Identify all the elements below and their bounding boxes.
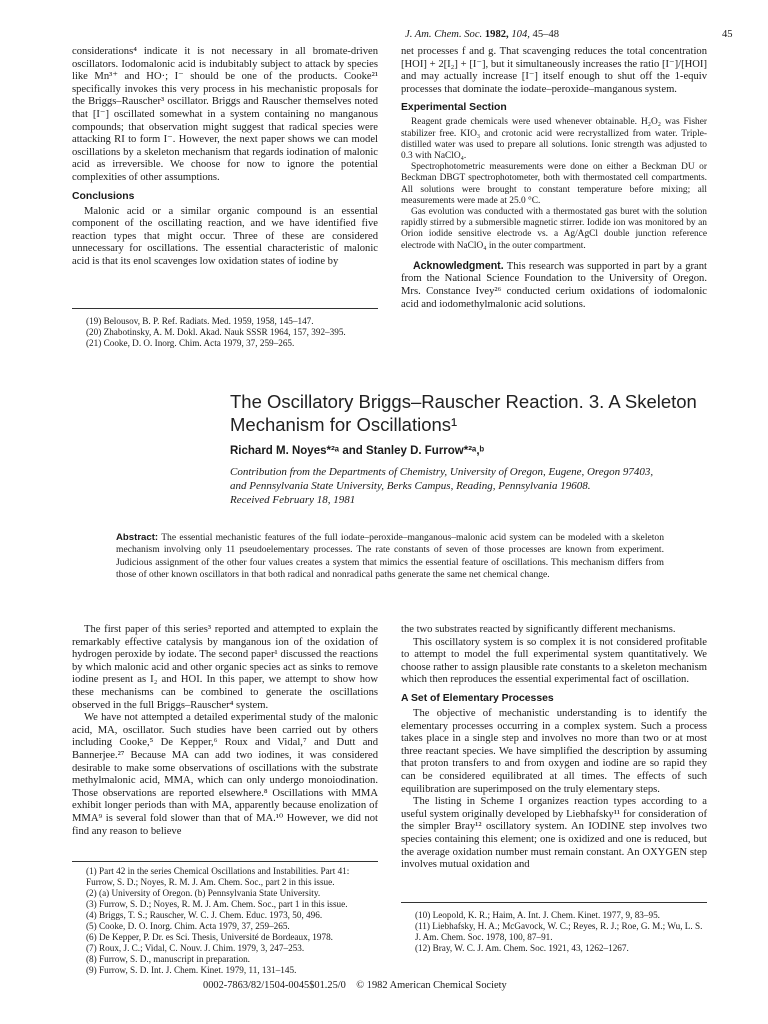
ack-heading: Acknowledgment. [413, 259, 504, 272]
running-header [405, 29, 685, 40]
body-paragraph: The listing in Scheme I organizes reaction types according to a useful system originally developed by Liebhafsky¹¹ for consideration of the simpler Bray¹² oscillatory system. An IODINE step involves two species containing this element; one is oxidized and one is reduced, but the average oxidation number must remain constant. An OXYGEN step involves mutual oxidation and [401, 796, 707, 871]
footnote: (11) Liebhafsky, H. A.; McGavock, W. C.; Reyes, R. J.; Roe, G. M.; Wu, L. S. J. Am. Chem. Soc. 1978, 100, 87–91. [415, 921, 703, 942]
page-number: 45 [722, 29, 733, 40]
right-footnotes [415, 910, 707, 954]
footnote: (5) Cooke, D. O. Inorg. Chim. Acta 1979, 37, 259–265. [86, 921, 290, 931]
prev-footnote-rule [72, 308, 378, 309]
body-paragraph: The objective of mechanistic understanding is to identify the elementary processes occurring in a complex system. Such a process takes place in a single step and involves no more than two or at most three reactant species. We have simplified the description by assuming that proton transfers to and from oxygen and iodine are so rapid they can be considered equilibrated at all times. The effects of such equilibration are superimposed on the truly elementary steps. [401, 707, 707, 795]
footnote: (12) Bray, W. C. J. Am. Chem. Soc. 1921, 43, 1262–1267. [415, 943, 629, 953]
abstract [116, 532, 664, 582]
prev-right-paragraph: net processes f and g. That scavenging reduces the total concentration [HOI] + 2[I₂] + [I⁻], but it simultaneously increases the ratio [I⁻]/[HOI] and may actually increase [I⁻] itself enough to shut off the 1-equiv processes that dominate the iodate–peroxide–manganous system. [401, 46, 707, 95]
footnote: (10) Leopold, K. R.; Haim, A. Int. J. Chem. Kinet. 1977, 9, 83–95. [415, 910, 660, 920]
journal-volume: 104, [511, 29, 530, 40]
affiliation-line: Contribution from the Departments of Chemistry, University of Oregon, Eugene, Oregon 97403, [230, 466, 654, 478]
footnote: (4) Briggs, T. S.; Rauscher, W. C. J. Chem. Educ. 1973, 50, 496. [86, 910, 323, 920]
journal-year: 1982, [484, 29, 509, 40]
elementary-processes-heading: A Set of Elementary Processes [401, 692, 554, 704]
footnote: (7) Roux, J. C.; Vidal, C. Nouv. J. Chim. 1979, 3, 247–253. [86, 943, 305, 953]
authors: Richard M. Noyes*²ᵃ and Stanley D. Furrow*²ᵃ,ᵇ [230, 445, 485, 457]
title-line: Mechanism for Oscillations¹ [230, 414, 458, 435]
prev-left-paragraph: considerations⁴ indicate it is not necessary in all bromate-driven oscillators. Iodomalonic acid is indubitably subject to attack by species like Mn³⁺ and HO·; I⁻ should be one of the products. Cooke²¹ specifically invokes this very process in his mechanistic proposals for the Briggs–Rauscher³ oscillator. Briggs and Rauscher themselves noted that [I⁻] oscillated somewhat in a system containing no manganous compounds; that observation might suggest that radical species were attacking RI to form I⁻. However, the next paper shows we can model oscillations by a skeleton mechanism that regards iodination of malonic acid as irreversible. We choose for now to ignore the potential complexities of other assumptions. [72, 46, 378, 183]
article-title [230, 390, 730, 436]
footnote: (1) Part 42 in the series Chemical Oscillations and Instabilities. Part 41: Furrow, S. D.; Noyes, R. M. J. Am. Chem. Soc., part 2 in this issue. [86, 866, 350, 887]
footnote: (2) (a) University of Oregon. (b) Pennsylvania State University. [86, 888, 321, 898]
footnote: (3) Furrow, S. D.; Noyes, R. M. J. Am. Chem. Soc., part 1 in this issue. [86, 899, 348, 909]
conclusions-heading: Conclusions [72, 190, 135, 202]
title-line: The Oscillatory Briggs–Rauscher Reaction. 3. A Skeleton [230, 391, 697, 412]
affiliation-line: and Pennsylvania State University, Berks Campus, Reading, Pennsylvania 19608. [230, 480, 591, 492]
footer-copyright: © 1982 American Chemical Society [356, 980, 507, 991]
page-footer [203, 980, 507, 991]
experimental-paragraph: Gas evolution was conducted with a thermostated gas buret with the solution rapidly stirred by a submersible magnetic stirrer. Iodide ion was monitored by an Orion iodide sensitive electrode vs. a Ag/AgCl double junction reference electrode with NaClO₄ in the outer compartment. [401, 207, 707, 251]
abstract-label: Abstract: [116, 532, 159, 543]
footnote: (8) Furrow, S. D., manuscript in preparation. [86, 954, 250, 964]
conclusions-text: Malonic acid or a similar organic compound is an essential component of the oscillating reaction, and we have identified five reaction types that might occur. Three of these are considered unnecessary for oscillations. The essential characteristic of malonic acid is that its enol scavenges low oxidation states of iodine by [72, 205, 378, 267]
experimental-section [401, 117, 707, 251]
footnote: (9) Furrow, S. D. Int. J. Chem. Kinet. 1979, 11, 131–145. [86, 965, 297, 975]
right-footnote-rule [401, 902, 707, 903]
journal-pages: 45–48 [532, 29, 560, 40]
footnote: (21) Cooke, D. O. Inorg. Chim. Acta 1979, 37, 259–265. [86, 338, 295, 348]
body-paragraph: The first paper of this series³ reported and attempted to explain the remarkably effective catalysis by manganous ion of the oxidation of hydrogen peroxide by iodate. The second paper¹ discussed the reactions by which malonic acid and other organic species act as sinks to remove iodine present as I₂ and HOI. In this paper, we attempt to show how these mechanisms can be combined to generate the oscillations observed in the full Briggs–Rauscher⁴ system. [72, 624, 378, 711]
received-date: Received February 18, 1981 [230, 494, 356, 506]
left-footnotes [86, 866, 378, 976]
body-paragraph: This oscillatory system is so complex it is not considered profitable to attempt to model the full experimental system quantitatively. We choose rather to assign plausible rate constants to a skeleton mechanism which then reproduces the essential experimental fact of oscillation. [401, 636, 707, 686]
footnote: (20) Zhabotinsky, A. M. Dokl. Akad. Nauk SSSR 1964, 157, 392–395. [86, 327, 346, 337]
ack-text: This research was supported in part by a grant from the National Science Foundation to the University of Oregon. Mrs. Constance Ivey²⁶ conducted cerium oxidations of iodomalonic acid and iodomethylmalonic acid solutions. [401, 260, 707, 310]
experimental-paragraph: Spectrophotometric measurements were done on either a Beckman DU or Beckman DBGT spectrophotometer, both with thermostated cell compartments. All solutions were brought to constant temperature before mixing; all measurements were made at 25.0 °C. [401, 162, 707, 206]
footnote: (6) De Kepper, P. Dr. es Sci. Thesis, Université de Bordeaux, 1978. [86, 932, 333, 942]
footer-code: 0002-7863/82/1504-0045$01.25/0 [203, 980, 346, 991]
article-left-column [72, 624, 378, 838]
affiliation [230, 465, 750, 507]
prev-right-column [401, 46, 707, 311]
prev-footnotes [86, 316, 378, 349]
acknowledgment [401, 260, 707, 311]
body-paragraph: We have not attempted a detailed experimental study of the malonic acid, MA, oscillator. Such studies have been carried out by others including Cooke,⁵ De Kepper,⁶ Roux and Vidal,⁷ and Dutt and Bannerjee.²⁷ Because MA can add two iodines, it was considered desirable to make some observations of oscillations with the substrate methylmalonic acid, MMA, which can only undergo monoiodination. Those observations are reported elsewhere.⁸ Oscillations with MMA exhibit longer periods than with MA, apparently because enolization of MMA⁹ is several fold slower than that of MA.¹⁰ However, we did not find any reason to believe [72, 712, 378, 837]
body-paragraph: the two substrates reacted by significantly different mechanisms. [401, 624, 676, 635]
left-footnote-rule [72, 861, 378, 862]
journal-name: J. Am. Chem. Soc. [405, 29, 483, 40]
footnote: (19) Belousov, B. P. Ref. Radiats. Med. 1959, 1958, 145–147. [86, 316, 314, 326]
experimental-heading: Experimental Section [401, 102, 507, 114]
abstract-text: The essential mechanistic features of the full iodate–peroxide–manganous–malonic acid system can be modeled with a skeleton mechanism involving only 11 pseudoelementary processes. The rate constants of seven of those processes are known from experiment. Judicious assignment of the other four values creates a system that mimics the essential feature of oscillations. This mechanism differs from those of other known oscillators in that both radical and nonradical paths generate the same net chemical change. [116, 532, 665, 581]
experimental-paragraph: Reagent grade chemicals were used whenever obtainable. H₂O₂ was Fisher stabilizer free. KIO₃ and crotonic acid were recrystallized from water. Triple-distilled water was used to prepare all solutions. Ionic strength was adjusted to 0.3 with NaClO₄. [401, 117, 707, 161]
article-right-column [401, 624, 707, 872]
prev-left-column [72, 46, 378, 269]
